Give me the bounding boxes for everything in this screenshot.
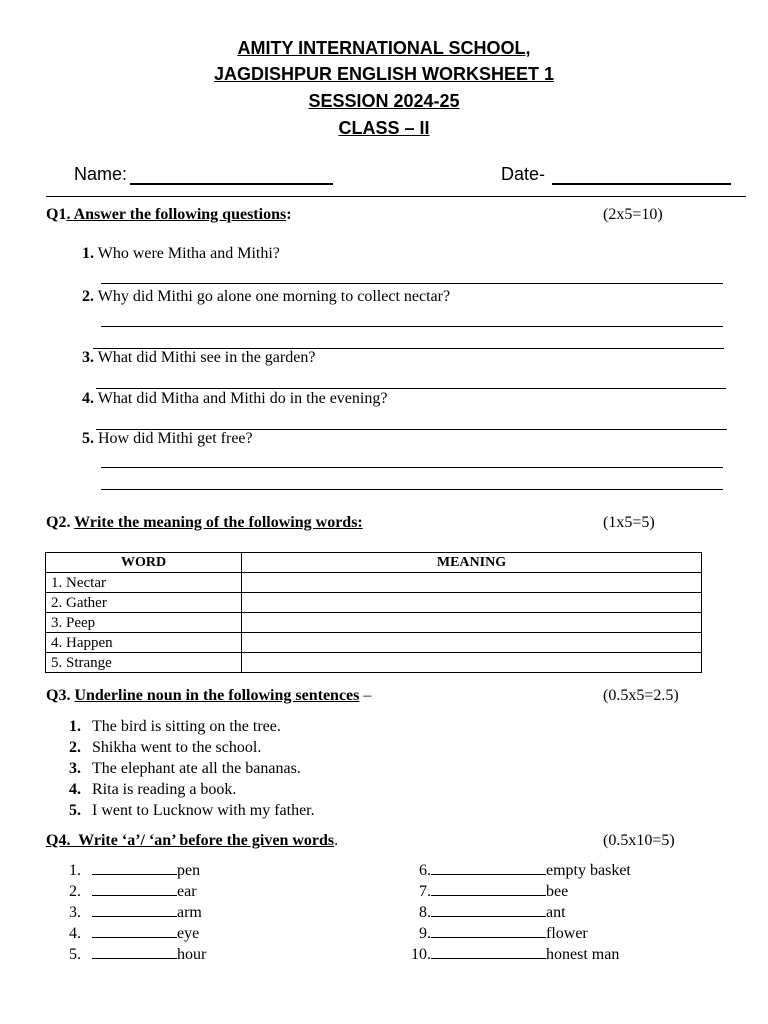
sentence-1: 1. The bird is sitting on the tree. [69,718,281,735]
q4-heading: Q4. Write ‘a’/ ‘an’ before the given words. [46,832,339,849]
sentence-5: 5. I went to Lucknow with my father. [69,802,315,819]
q4-marks: (0.5x10=5) [603,832,675,849]
q1-item-5: 5. How did Mithi get free? [82,430,253,447]
q2-marks: (1x5=5) [603,514,655,531]
table-row [46,653,702,673]
q1-heading: Q1. Answer the following questions: [46,206,292,223]
date-field[interactable] [552,183,731,185]
table-row [46,573,702,593]
meaning-cell[interactable] [242,633,702,653]
sentence-3: 3. The elephant ate all the bananas. [69,760,301,777]
worksheet-title: JAGDISHPUR ENGLISH WORKSHEET 1 [213,64,555,84]
blank-field[interactable] [92,946,177,959]
fill-item-10: 10. honest man [411,946,620,963]
fill-item-6: 6. empty basket [419,862,631,879]
class-label: CLASS – II [338,118,430,138]
table-row [46,593,702,613]
q1-marks: (2x5=10) [603,206,663,223]
session: SESSION 2024-25 [308,91,460,111]
table-row [46,613,702,633]
meaning-cell[interactable] [242,593,702,613]
answer-line[interactable] [101,467,723,468]
fill-item-4: 4. eye [69,925,200,942]
meaning-cell[interactable] [242,613,702,633]
blank-field[interactable] [431,925,546,938]
fill-item-7: 7. bee [419,883,569,900]
table-row [46,633,702,653]
header-divider [46,196,746,197]
answer-line[interactable] [101,283,723,284]
q2-heading: Q2. Write the meaning of the following words: [46,514,363,531]
blank-field[interactable] [431,946,546,959]
meanings-table [45,552,702,673]
blank-field[interactable] [431,883,546,896]
school-name: AMITY INTERNATIONAL SCHOOL, [237,38,531,58]
answer-line[interactable] [96,388,726,389]
q3-heading: Q3. Underline noun in the following sentences – [46,687,372,704]
blank-field[interactable] [92,883,177,896]
word-cell: 3. Peep [46,613,242,633]
fill-item-3: 3. arm [69,904,202,921]
fill-item-9: 9. flower [419,925,588,942]
blank-field[interactable] [92,862,177,875]
word-cell: 1. Nectar [46,573,242,593]
name-label: Name: [74,164,128,184]
word-cell: 5. Strange [46,653,242,673]
answer-line[interactable] [101,489,723,490]
sentence-4: 4. Rita is reading a book. [69,781,237,798]
fill-item-8: 8. ant [419,904,566,921]
answer-line[interactable] [101,326,723,327]
fill-item-5: 5. hour [69,946,207,963]
blank-field[interactable] [431,862,546,875]
fill-item-2: 2. ear [69,883,197,900]
fill-item-1: 1. pen [69,862,201,879]
word-cell: 2. Gather [46,593,242,613]
meaning-cell[interactable] [242,653,702,673]
blank-field[interactable] [92,925,177,938]
q3-marks: (0.5x5=2.5) [603,687,679,704]
name-field[interactable] [130,183,333,185]
q1-item-3: 3. What did Mithi see in the garden? [82,349,316,366]
word-header: WORD [46,553,242,573]
meaning-cell[interactable] [242,573,702,593]
blank-field[interactable] [431,904,546,917]
blank-field[interactable] [92,904,177,917]
q1-item-1: 1. Who were Mitha and Mithi? [82,245,280,262]
word-cell: 4. Happen [46,633,242,653]
q1-item-4: 4. What did Mitha and Mithi do in the evening? [82,390,388,407]
q1-item-2: 2. Why did Mithi go alone one morning to collect nectar? [82,288,451,305]
meaning-header: MEANING [242,553,702,573]
sentence-2: 2. Shikha went to the school. [69,739,262,756]
date-label: Date- [501,164,546,184]
